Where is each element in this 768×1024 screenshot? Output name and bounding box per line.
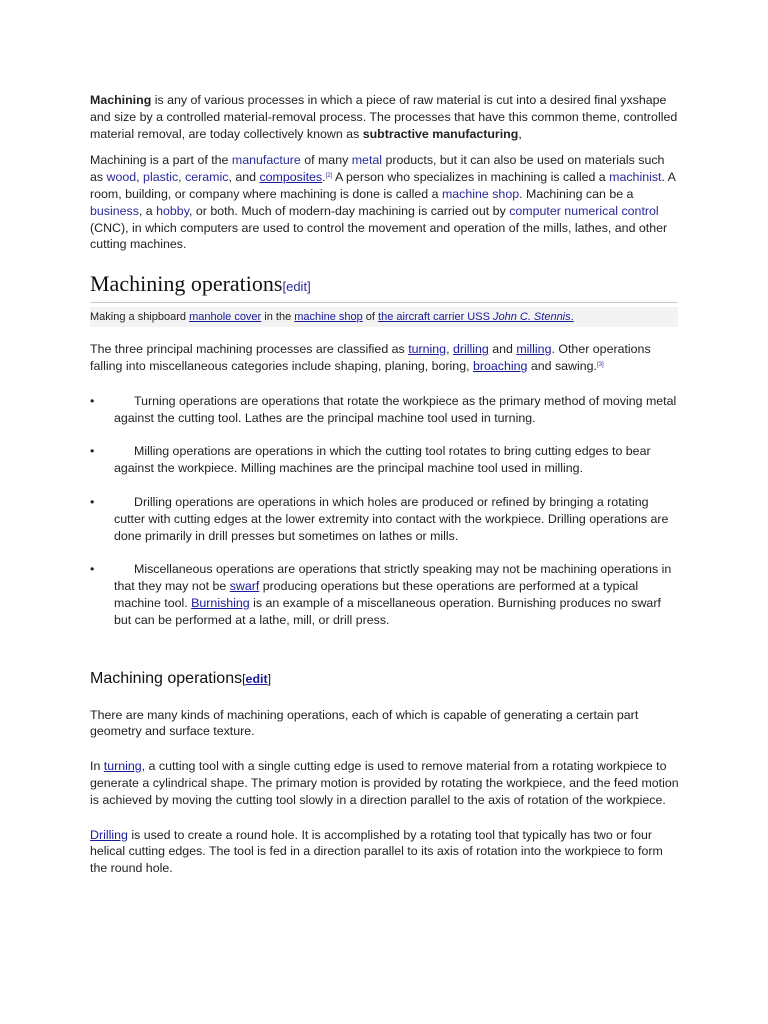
p2-text: , or both. Much of modern-day machining is carried out by xyxy=(188,203,510,218)
link-broaching[interactable]: broaching xyxy=(472,358,528,373)
p2-text: , and xyxy=(228,170,260,185)
caption-text: of xyxy=(362,311,379,324)
operations-list xyxy=(90,393,680,629)
reference-3[interactable]: [3] xyxy=(596,361,604,368)
link-turning-2[interactable]: turning xyxy=(103,759,142,774)
caption-text: Making a shipboard xyxy=(90,311,190,324)
link-cnc[interactable]: computer numerical control xyxy=(509,203,659,218)
heading-title: Machining operations xyxy=(90,271,283,297)
link-uss-stennis[interactable] xyxy=(378,311,574,323)
p3-text: and xyxy=(488,342,517,357)
p6-text: is used to create a round hole. It is accomplished by a rotating tool that typically has two or four helical cutting edges. The tool is fed in a direction parallel to its axis of rotation into the workpiece to form the round hole. xyxy=(90,827,663,876)
article-body xyxy=(90,92,680,877)
link-manhole-cover[interactable]: manhole cover xyxy=(189,311,262,324)
link-business[interactable]: business xyxy=(90,203,139,218)
edit-link[interactable]: edit xyxy=(245,671,268,686)
intro-text-1: is any of various processes in which a piece of raw material is cut into a desired final yxshape and size by a controlled material-removal process. The processes that have this common theme, controlled material removal, are today collectively known as xyxy=(90,93,678,141)
intro-term: Machining xyxy=(90,93,152,107)
bullet-icon: • xyxy=(90,393,95,408)
list-item-turning xyxy=(90,393,680,427)
p2-text: A person who specializes in machining is called a xyxy=(332,170,610,185)
link-uss-stennis-name: John C. Stennis xyxy=(492,311,571,324)
p5-text: , a cutting tool with a single cutting edge is used to remove material from a rotating workpiece to generate a cylindrical shape. The primary motion is provided by rotating the workpiece, and the feed motion is achieved by moving the cutting tool slowly in a direction parallel to the axis of rotation of the workpiece. xyxy=(90,759,679,807)
heading-edit-open: [ xyxy=(242,671,246,686)
kinds-paragraph: There are many kinds of machining operations, each of which is capable of generating a certain part geometry and surface texture. xyxy=(90,707,639,739)
p2-text: . xyxy=(322,170,326,185)
link-turning[interactable]: turning xyxy=(408,342,447,357)
p2-text: , xyxy=(136,170,144,185)
section-heading-machining-operations xyxy=(90,271,678,303)
p2-text: . A room, building, or company where machining is done is called a xyxy=(90,170,676,201)
image-caption xyxy=(90,307,678,327)
list-item-miscellaneous xyxy=(90,561,680,628)
section-heading-machining-operations-2 xyxy=(90,669,680,689)
list-item-text: is an example of a miscellaneous operation. Burnishing produces no swarf but can be performed at a lathe, mill, or drill press. xyxy=(114,595,661,627)
p3-text: The three principal machining processes are classified as xyxy=(90,342,409,357)
heading-edit-close: ] xyxy=(267,671,272,686)
list-item-drilling xyxy=(90,494,680,544)
p2-text: products, but it can also be used on materials such as xyxy=(90,153,665,185)
p2-text: Machining is a part of the xyxy=(90,153,232,168)
drilling-paragraph xyxy=(90,827,680,877)
intro-paragraph xyxy=(90,92,680,142)
reference-2[interactable]: [2] xyxy=(325,173,333,180)
p2-text: , xyxy=(178,170,186,185)
list-item-text: Turning operations are operations that rotate the workpiece as the primary method of moving metal against the cutting tool. Lathes are the principal machine tool used in turning. xyxy=(114,393,677,425)
bullet-icon: • xyxy=(90,494,95,509)
link-ceramic[interactable]: ceramic xyxy=(185,170,229,185)
link-milling[interactable]: milling xyxy=(516,342,552,357)
p2-text: , a xyxy=(138,203,157,218)
link-wood[interactable]: wood xyxy=(106,170,137,185)
link-composites[interactable]: composites xyxy=(259,170,323,185)
turning-paragraph xyxy=(90,758,680,808)
p2-text: of many xyxy=(300,153,352,168)
link-swarf[interactable]: swarf xyxy=(229,579,260,594)
link-machine-shop-caption[interactable]: machine shop xyxy=(294,311,363,324)
link-machinist[interactable]: machinist xyxy=(609,170,662,185)
link-drilling[interactable]: drilling xyxy=(452,342,489,357)
link-burnishing[interactable]: Burnishing xyxy=(191,595,250,610)
link-uss-stennis-text: the aircraft carrier USS xyxy=(378,311,493,324)
heading-title: Machining operations xyxy=(90,669,243,687)
p2-text: (CNC), in which computers are used to control the movement and operation of the mills, lathes, and other cutting machines. xyxy=(90,220,668,252)
intro-text-2: , xyxy=(518,126,522,141)
heading-edit-open: [ xyxy=(282,279,287,295)
list-item-text: Milling operations are operations in which the cutting tool rotates to bring cutting edges to bear against the workpiece. Milling machines are the principal machine tool used in milling. xyxy=(114,444,651,476)
intro-term-2: subtractive manufacturing xyxy=(362,126,519,141)
bullet-icon: • xyxy=(90,444,95,459)
link-hobby[interactable]: hobby xyxy=(156,203,189,218)
heading-edit-close: ] xyxy=(307,279,311,295)
link-machine-shop[interactable]: machine shop xyxy=(441,186,520,201)
p2-text: . Machining can be a xyxy=(519,186,634,201)
link-drilling-2[interactable]: Drilling xyxy=(90,827,128,842)
link-metal[interactable]: metal xyxy=(351,153,383,168)
p5-text: In xyxy=(90,759,104,774)
p3-text: , xyxy=(446,342,453,357)
link-plastic[interactable]: plastic xyxy=(143,170,179,185)
list-item-text: producing operations but these operations are performed at a typical machine tool. xyxy=(114,579,639,610)
list-item-milling xyxy=(90,443,680,477)
machining-paragraph xyxy=(90,152,680,253)
p3-text: and sawing. xyxy=(527,358,597,373)
link-manufacture[interactable]: manufacture xyxy=(231,153,301,168)
principal-processes-paragraph xyxy=(90,341,680,375)
list-item-text: Miscellaneous operations are operations that strictly speaking may not be machining operations in that they may not be xyxy=(114,562,672,594)
caption-text: in the xyxy=(261,311,295,324)
bullet-icon: • xyxy=(90,562,95,577)
edit-link[interactable]: edit xyxy=(286,279,308,295)
link-uss-stennis-period: . xyxy=(570,311,574,324)
p3-text: . Other operations falling into miscellaneous categories include shaping, planing, boring, xyxy=(90,342,651,373)
list-item-text: Drilling operations are operations in which holes are produced or refined by bringing a rotating cutter with cutting edges at the lower extremity into contact with the workpiece. Drilling operations are done primarily in drill presses but sometimes on lathes or mills. xyxy=(114,494,669,543)
